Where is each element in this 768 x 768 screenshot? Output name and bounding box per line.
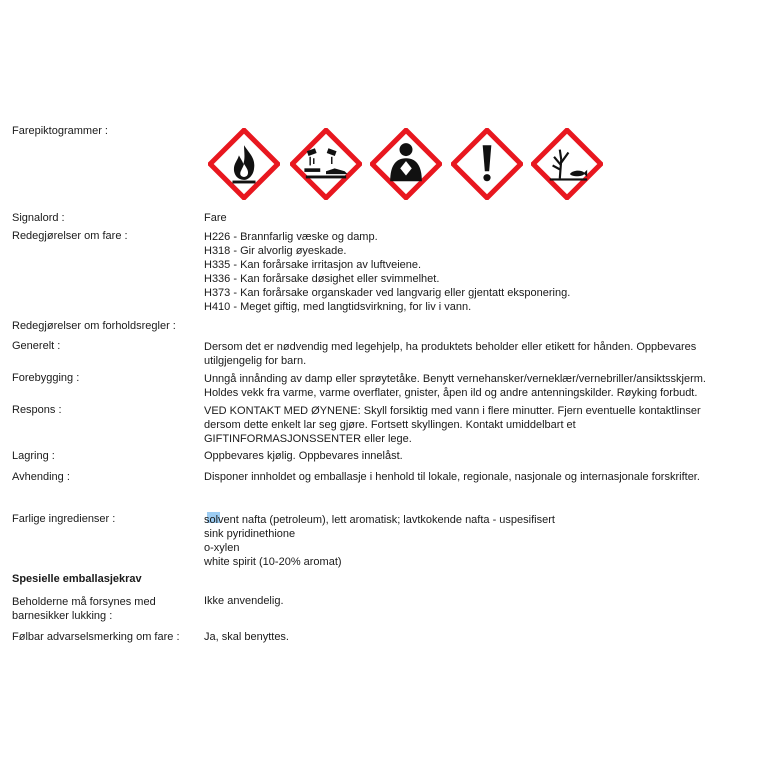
child-resistant-label — [12, 595, 156, 623]
precaution-heading: Redegjørelser om forholdsregler : — [12, 320, 176, 332]
storage-label: Lagring : — [12, 450, 55, 462]
disposal-value: Disponer innholdet og emballasje i henhold til lokale, regionale, nasjonale og internasjonale forskrifter. — [204, 471, 700, 483]
corrosion-icon — [290, 128, 362, 200]
health-hazard-icon — [370, 128, 442, 200]
hazard-line: H336 - Kan forårsake døsighet eller svimmelhet. — [204, 273, 440, 285]
tactile-warning-label: Følbar advarselsmerking om fare : — [12, 631, 180, 643]
hazard-statements — [204, 230, 570, 314]
response-label: Respons : — [12, 404, 62, 416]
prevention-text — [204, 372, 706, 400]
general-text — [204, 340, 696, 368]
packaging-heading: Spesielle emballasjekrav — [12, 573, 142, 585]
response-line: dersom dette enkelt lar seg gjøre. Fortsett skyllingen. Kontakt umiddelbart et — [204, 419, 576, 431]
hazard-statements-label: Redegjørelser om fare : — [12, 230, 128, 242]
prevention-label: Forebygging : — [12, 372, 80, 384]
general-label: Generelt : — [12, 340, 61, 352]
ingredient-item: o-xylen — [204, 542, 240, 554]
child-resistant-label-line: Beholderne må forsynes med — [12, 596, 156, 608]
ingredient-item: solvent nafta (petroleum), lett aromatisk; lavtkokende nafta - uspesifisert — [204, 514, 555, 526]
prevention-line: Holdes vekk fra varme, varme overflater, gnister, åpen ild og andre antenningskilder. Røyking forbudt. — [204, 387, 698, 399]
general-line: Dersom det er nødvendig med legehjelp, ha produktets beholder eller etikett for hånden. Oppbevares — [204, 341, 697, 353]
exclamation-mark-icon — [451, 128, 523, 200]
storage-value: Oppbevares kjølig. Oppbevares innelåst. — [204, 450, 403, 462]
tactile-warning-value: Ja, skal benyttes. — [204, 631, 289, 643]
child-resistant-label-line: barnesikker lukking : — [12, 610, 113, 622]
child-resistant-value: Ikke anvendelig. — [204, 595, 284, 607]
hazard-line: H335 - Kan forårsake irritasjon av luftveiene. — [204, 259, 422, 271]
ingredient-item: white spirit (10-20% aromat) — [204, 556, 342, 568]
hazard-line: H410 - Meget giftig, med langtidsvirkning, for liv i vann. — [204, 301, 472, 313]
ingredients-list — [204, 513, 555, 569]
disposal-label: Avhending : — [12, 471, 70, 483]
ingredient-item: sink pyridinethione — [204, 528, 296, 540]
response-line: GIFTINFORMASJONSSENTER eller lege. — [204, 433, 412, 445]
general-line: utilgjengelig for barn. — [204, 355, 307, 367]
response-text — [204, 404, 701, 446]
hazard-line: H318 - Gir alvorlig øyeskade. — [204, 245, 347, 257]
signal-label: Signalord : — [12, 212, 65, 224]
signal-value: Fare — [204, 212, 227, 224]
hazard-line: H226 - Brannfarlig væske og damp. — [204, 231, 378, 243]
flame-icon — [208, 128, 280, 200]
ingredients-label: Farlige ingredienser : — [12, 513, 116, 525]
pictograms-label: Farepiktogrammer : — [12, 125, 108, 137]
prevention-line: Unngå innånding av damp eller sprøytetåke. Benytt vernehansker/verneklær/vernebriller/ansiktsskjerm. — [204, 373, 706, 385]
environment-icon — [531, 128, 603, 200]
hazard-line: H373 - Kan forårsake organskader ved langvarig eller gjentatt eksponering. — [204, 287, 571, 299]
response-line: VED KONTAKT MED ØYNENE: Skyll forsiktig med vann i flere minutter. Fjern eventuelle kontaktlinser — [204, 405, 701, 417]
